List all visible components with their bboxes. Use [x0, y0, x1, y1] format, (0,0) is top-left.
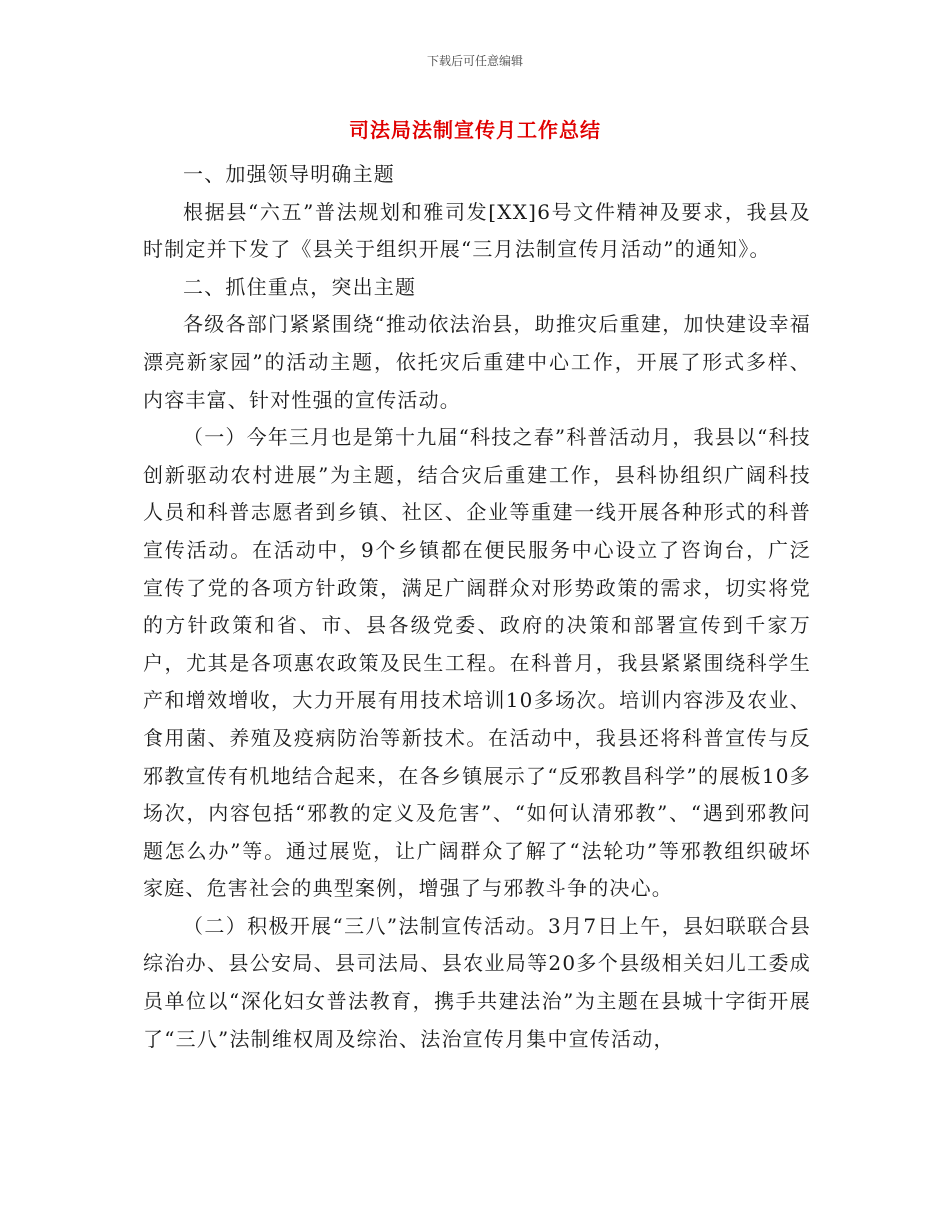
paragraph-item-2: （二）积极开展“三八”法制宣传活动。3月7日上午，县妇联联合县综治办、县公安局、县司法局、县农业局等20多个县级相关妇儿工委成员单位以“深化妇女普法教育，携手共建法治”为主题在县城十字街开展了“三八”法制维权周及综治、法治宣传月集中宣传活动，	[143, 913, 811, 1051]
document-title: 司法局法制宣传月工作总结	[349, 118, 601, 142]
page-header-note: 下载后可任意编辑	[426, 54, 523, 68]
section-heading-2: 二、抓住重点，突出主题	[183, 274, 417, 299]
paragraph-theme: 各级各部门紧紧围绕“推动依法治县，助推灾后重建，加快建设幸福漂亮新家园”的活动主题，依托灾后重建中心工作，开展了形式多样、内容丰富、针对性强的宣传活动。	[143, 312, 811, 412]
section-heading-1: 一、加强领导明确主题	[183, 162, 395, 186]
document-body	[143, 156, 811, 1058]
paragraph-intro: 根据县“六五”普法规划和雅司发[XX]6号文件精神及要求，我县及时制定并下发了《县关于组织开展“三月法制宣传月活动”的通知》。	[143, 199, 811, 262]
paragraph-item-1: （一）今年三月也是第十九届“科技之春”科普活动月，我县以“科技创新驱动农村进展”为主题，结合灾后重建工作，县科协组织广阔科技人员和科普志愿者到乡镇、社区、企业等重建一线开展各种形式的科普宣传活动。在活动中，9个乡镇都在便民服务中心设立了咨询台，广泛宣传了党的各项方针政策，满足广阔群众对形势政策的需求，切实将党的方针政策和省、市、县各级党委、政府的决策和部署宣传到千家万户，尤其是各项惠农政策及民生工程。在科普月，我县紧紧围绕科学生产和增效增收，大力开展有用技术培训10多场次。培训内容涉及农业、食用菌、养殖及疫病防治等新技术。在活动中，我县还将科普宣传与反邪教宣传有机地结合起来，在各乡镇展示了“反邪教昌科学”的展板10多场次，内容包括“邪教的定义及危害”、“如何认清邪教”、“遇到邪教问题怎么办”等。通过展览，让广阔群众了解了“法轮功”等邪教组织破坏家庭、危害社会的典型案例，增强了与邪教斗争的决心。	[143, 425, 811, 901]
